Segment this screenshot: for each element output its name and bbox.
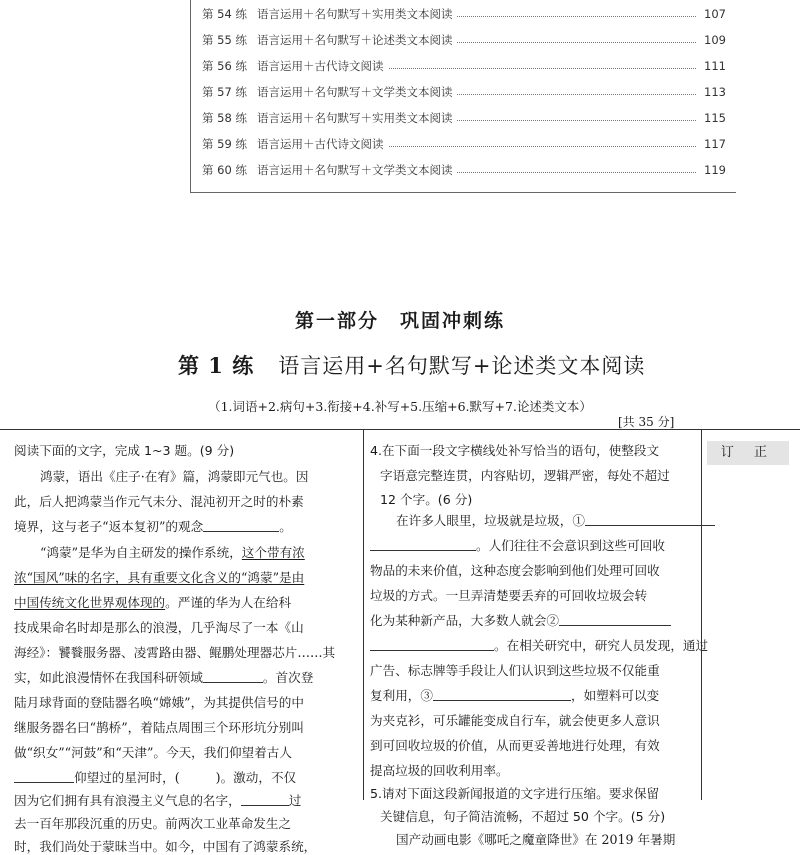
passage-line: 垃圾的方式。一旦弄清楚要丢弃的可回收垃圾会转	[370, 588, 648, 603]
answer-blank-2[interactable]	[370, 638, 494, 651]
question-4-stem: 4.在下面一段文字横线处补写恰当的语句，使整段文	[370, 443, 660, 458]
toc-number: 第 54 练	[202, 7, 247, 21]
toc-page: 117	[700, 131, 726, 157]
toc-number: 第 57 练	[202, 85, 247, 99]
passage-line: 时，我们尚处于蒙昧当中。如今，中国有了鸿蒙系统，	[14, 839, 317, 854]
passage-line: 为夹克衫，可乐罐能变成自行车，就会使更多人意识	[370, 713, 660, 728]
correction-header: 订 正	[707, 441, 789, 465]
passage-line: 技成果命名时却是那么的浪漫，几乎淘尽了一本《山	[14, 620, 304, 635]
passage-line: “鸿蒙”是华为自主研发的操作系统，这个带有浓	[40, 545, 305, 560]
toc-page: 107	[700, 1, 726, 27]
answer-blank[interactable]	[203, 519, 279, 532]
passage-line: 因为它们拥有具有浪漫主义气息的名字， 过	[14, 793, 302, 808]
passage-line: 提高垃圾的回收利用率。	[370, 763, 509, 778]
underlined-sentence: 中国传统文化世界观体现的	[14, 595, 166, 610]
toc-page: 109	[700, 27, 726, 53]
toc-number: 第 55 练	[202, 33, 247, 47]
passage-line: 。在相关研究中，研究人员发现，通过	[370, 635, 708, 654]
practice-label: 第 1 练	[178, 353, 255, 378]
toc-title: 语言运用＋名句默写＋实用类文本阅读	[257, 1, 457, 27]
underlined-sentence: 这个带有浓	[241, 545, 305, 560]
answer-blank-2[interactable]	[559, 613, 671, 626]
passage-line: 复利用，③ ，如塑料可以变	[370, 688, 660, 703]
question-5-stem: 关键信息，句子简洁流畅，不超过 50 个字。(5 分)	[380, 809, 666, 824]
toc-number: 第 56 练	[202, 59, 247, 73]
passage-line: 此，后人把鸿蒙当作元气未分、混沌初开之时的朴素	[14, 494, 304, 509]
answer-blank-1[interactable]	[585, 513, 715, 526]
toc-title: 语言运用＋名句默写＋文学类文本阅读	[257, 157, 457, 183]
part-title: 第一部分 巩固冲刺练	[294, 310, 505, 332]
passage-line: 实，如此浪漫情怀在我国科研领域 。首次登	[14, 670, 314, 685]
question-5-stem: 5.请对下面这段新闻报道的文字进行压缩。要求保留	[370, 786, 660, 801]
practice-subtitle: （1.词语+2.病句+3.衔接+4.补写+5.压缩+6.默写+7.论述类文本）	[208, 399, 592, 414]
toc-number: 第 58 练	[202, 111, 247, 125]
passage-line: 国产动画电影《哪吒之魔童降世》在 2019 年暑期	[396, 832, 676, 847]
passage-line: 中国传统文化世界观体现的。严谨的华为人在给科	[14, 595, 292, 610]
passage-line: 在许多人眼里，垃圾就是垃圾，①	[396, 510, 715, 529]
passage-line: 仰望过的星河时，( )。激动，不仅	[14, 767, 296, 786]
toc-page: 113	[700, 79, 726, 105]
toc-title: 语言运用＋名句默写＋实用类文本阅读	[257, 105, 457, 131]
passage-line: 化为某种新产品，大多数人就会②	[370, 610, 671, 629]
passage-line: 到可回收垃圾的价值，从而更妥善地进行处理，有效	[370, 738, 660, 753]
toc-number: 第 59 练	[202, 137, 247, 151]
practice-topic: 语言运用+名句默写+论述类文本阅读	[278, 354, 646, 378]
toc-title: 语言运用＋古代诗文阅读	[257, 53, 388, 79]
answer-blank-1[interactable]	[370, 538, 476, 551]
passage-line: 境界，这与老子“返本复初”的观念 。	[14, 519, 292, 534]
toc-title: 语言运用＋名句默写＋论述类文本阅读	[257, 27, 457, 53]
passage-line: 陆月球背面的登陆器名唤“嫦娥”，为其提供信号的中	[14, 695, 304, 710]
question-stem: 阅读下面的文字，完成 1~3 题。(9 分)	[14, 443, 235, 458]
toc-page: 111	[700, 53, 726, 79]
passage-line: 鸿蒙，语出《庄子·在宥》篇，鸿蒙即元气也。因	[40, 469, 309, 484]
toc-number: 第 60 练	[202, 163, 247, 177]
passage-line: 海经》：饕餮服务器、凌霄路由器、鲲鹏处理器芯片……其	[14, 645, 336, 660]
passage-line: 。人们往往不会意识到这些可回收	[370, 535, 665, 554]
passage-line: 广告、标志牌等手段让人们认识到这些垃圾不仅能重	[370, 663, 660, 678]
passage-line: 物品的未来价值，这种态度会影响到他们处理可回收	[370, 563, 660, 578]
question-4-stem: 字语意完整连贯，内容贴切，逻辑严密，每处不超过	[380, 468, 670, 483]
answer-blank-3[interactable]	[433, 688, 571, 701]
toc-title: 语言运用＋名句默写＋文学类文本阅读	[257, 79, 457, 105]
total-score: [共 35 分]	[618, 415, 675, 429]
toc-page: 119	[700, 157, 726, 183]
passage-line: 继服务器名曰“鹊桥”，着陆点周围三个环形坑分别叫	[14, 720, 304, 735]
answer-blank[interactable]	[203, 670, 263, 683]
column-divider	[701, 430, 702, 800]
passage-line: 去一百年那段沉重的历史。前两次工业革命发生之	[14, 816, 292, 831]
underlined-sentence: 浓“国风”味的名字，具有重要文化含义的“鸿蒙”是由	[14, 570, 305, 585]
question-4-stem: 12 个字。(6 分)	[380, 492, 473, 507]
toc-page: 115	[700, 105, 726, 131]
toc-title: 语言运用＋古代诗文阅读	[257, 131, 388, 157]
answer-blank[interactable]	[14, 770, 74, 783]
passage-line: 做“织女”“河鼓”和“天津”。今天，我们仰望着古人	[14, 745, 292, 760]
